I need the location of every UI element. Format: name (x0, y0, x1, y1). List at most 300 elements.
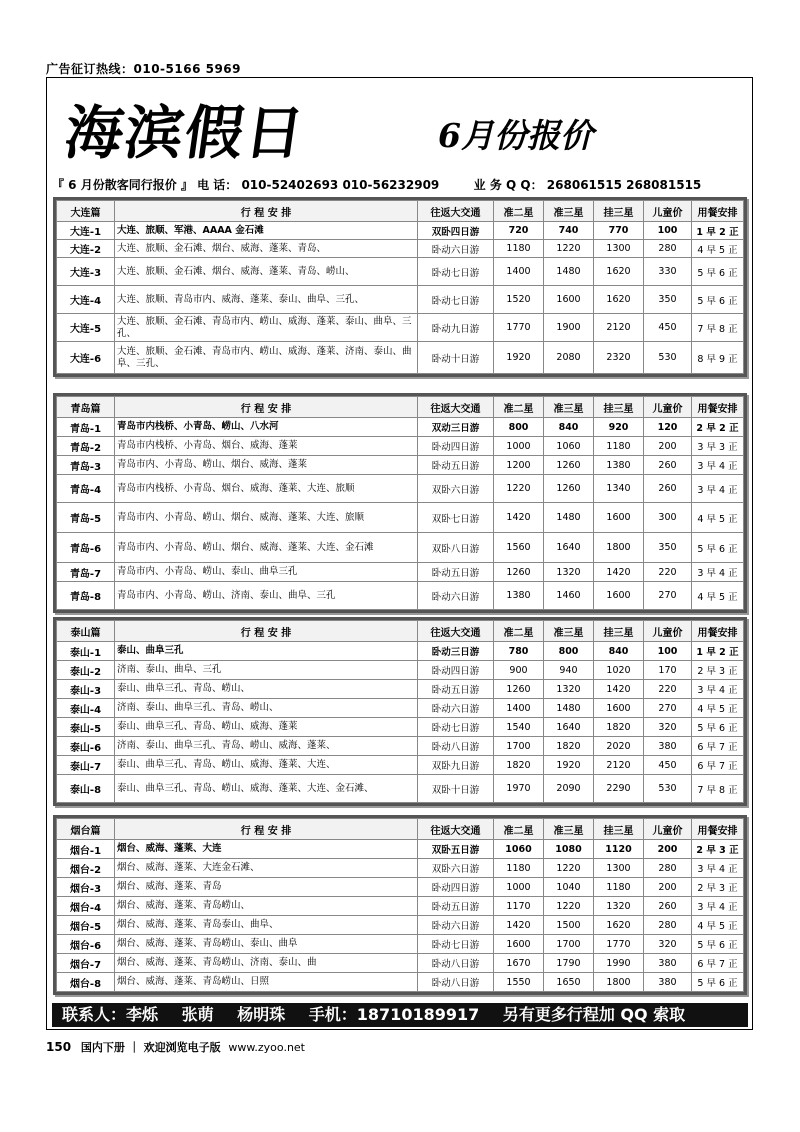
price-quasi-2-star: 1970 (494, 775, 544, 803)
price-quasi-3-star: 1480 (544, 258, 594, 286)
price-quasi-2-star: 900 (494, 661, 544, 680)
price-quasi-2-star: 1420 (494, 503, 544, 533)
meal-plan: 1 早 2 正 (692, 642, 744, 661)
column-meals: 用餐安排 (692, 819, 744, 840)
child-price: 380 (644, 737, 692, 756)
itinerary: 大连、旅顺、青岛市内、威海、蓬莱、泰山、曲阜、三孔、 (115, 286, 418, 314)
meal-plan: 4 早 5 正 (692, 503, 744, 533)
route-code: 烟台-5 (57, 916, 115, 935)
price-quasi-2-star: 1670 (494, 954, 544, 973)
transport: 卧动四日游 (418, 437, 494, 456)
itinerary: 泰山、曲阜三孔、青岛、崂山、威海、蓬莱 (115, 718, 418, 737)
child-price: 380 (644, 973, 692, 992)
table-row (57, 582, 744, 610)
itinerary: 青岛市内、小青岛、崂山、烟台、威海、蓬莱、大连、金石滩 (115, 533, 418, 563)
price-rated-3-star: 2120 (594, 314, 644, 342)
column-itinerary: 行 程 安 排 (115, 201, 418, 222)
column-rated-3-star: 挂三星 (594, 621, 644, 642)
transport: 卧动七日游 (418, 718, 494, 737)
route-code: 青岛-2 (57, 437, 115, 456)
column-child-price: 儿童价 (644, 621, 692, 642)
table-row (57, 859, 744, 878)
price-quasi-3-star: 1460 (544, 582, 594, 610)
route-code: 大连-4 (57, 286, 115, 314)
meal-plan: 5 早 6 正 (692, 286, 744, 314)
price-rated-3-star: 2020 (594, 737, 644, 756)
price-rated-3-star: 1300 (594, 859, 644, 878)
meal-plan: 7 早 8 正 (692, 314, 744, 342)
itinerary: 烟台、威海、蓬莱、青岛泰山、曲阜、 (115, 916, 418, 935)
price-table (56, 200, 744, 374)
price-quasi-3-star: 1320 (544, 680, 594, 699)
transport: 卧动四日游 (418, 661, 494, 680)
price-quasi-3-star: 1900 (544, 314, 594, 342)
route-code: 烟台-8 (57, 973, 115, 992)
price-rated-3-star: 1620 (594, 286, 644, 314)
section-name: 烟台篇 (57, 819, 115, 840)
transport: 卧动九日游 (418, 314, 494, 342)
route-code: 泰山-6 (57, 737, 115, 756)
column-meals: 用餐安排 (692, 621, 744, 642)
column-rated-3-star: 挂三星 (594, 397, 644, 418)
itinerary: 大连、旅顺、金石滩、青岛市内、崂山、威海、蓬莱、济南、泰山、曲阜、三孔、 (115, 342, 418, 374)
route-code: 青岛-7 (57, 563, 115, 582)
price-rated-3-star: 1620 (594, 916, 644, 935)
price-quasi-3-star: 1260 (544, 475, 594, 503)
transport: 卧动六日游 (418, 582, 494, 610)
child-price: 280 (644, 859, 692, 878)
itinerary: 济南、泰山、曲阜三孔、青岛、崂山、 (115, 699, 418, 718)
child-price: 320 (644, 718, 692, 737)
price-quasi-3-star: 2080 (544, 342, 594, 374)
price-quasi-3-star: 1060 (544, 437, 594, 456)
transport: 双卧五日游 (418, 840, 494, 859)
table-row (57, 437, 744, 456)
child-price: 220 (644, 563, 692, 582)
price-rated-3-star: 1420 (594, 680, 644, 699)
route-code: 烟台-4 (57, 897, 115, 916)
mobile-number: 手机：18710189917 (308, 1005, 480, 1024)
tour-section-1 (53, 197, 747, 377)
route-code: 泰山-3 (57, 680, 115, 699)
meal-plan: 4 早 5 正 (692, 916, 744, 935)
route-code: 泰山-8 (57, 775, 115, 803)
price-rated-3-star: 1600 (594, 503, 644, 533)
price-quasi-2-star: 1400 (494, 258, 544, 286)
section-name: 青岛篇 (57, 397, 115, 418)
meal-plan: 5 早 6 正 (692, 718, 744, 737)
price-quasi-2-star: 1420 (494, 916, 544, 935)
meal-plan: 3 早 4 正 (692, 897, 744, 916)
column-itinerary: 行 程 安 排 (115, 397, 418, 418)
price-rated-3-star: 1800 (594, 973, 644, 992)
contact-person-2: 张萌 (181, 1005, 214, 1024)
price-rated-3-star: 1180 (594, 437, 644, 456)
column-rated-3-star: 挂三星 (594, 201, 644, 222)
child-price: 280 (644, 240, 692, 258)
price-quasi-3-star: 840 (544, 418, 594, 437)
table-row (57, 563, 744, 582)
child-price: 450 (644, 314, 692, 342)
route-code: 泰山-4 (57, 699, 115, 718)
itinerary: 青岛市内、小青岛、崂山、济南、泰山、曲阜、三孔 (115, 582, 418, 610)
price-quasi-3-star: 2090 (544, 775, 594, 803)
price-quasi-3-star: 1480 (544, 503, 594, 533)
table-row (57, 222, 744, 240)
footer-url[interactable]: www.zyoo.net (228, 1041, 305, 1054)
table-row (57, 286, 744, 314)
price-quasi-2-star: 1920 (494, 342, 544, 374)
route-code: 青岛-3 (57, 456, 115, 475)
price-quasi-3-star: 1220 (544, 897, 594, 916)
price-quasi-2-star: 1550 (494, 973, 544, 992)
transport: 卧动八日游 (418, 954, 494, 973)
meal-plan: 2 早 3 正 (692, 661, 744, 680)
price-quasi-3-star: 940 (544, 661, 594, 680)
itinerary: 济南、泰山、曲阜、三孔 (115, 661, 418, 680)
column-quasi-2-star: 准二星 (494, 397, 544, 418)
price-quasi-2-star: 780 (494, 642, 544, 661)
transport: 卧动五日游 (418, 680, 494, 699)
price-quasi-2-star: 1220 (494, 475, 544, 503)
child-price: 200 (644, 437, 692, 456)
meal-plan: 3 早 4 正 (692, 475, 744, 503)
table-row (57, 699, 744, 718)
meal-plan: 2 早 2 正 (692, 418, 744, 437)
table-row (57, 840, 744, 859)
itinerary: 青岛市内栈桥、小青岛、烟台、威海、蓬莱、大连、旅顺 (115, 475, 418, 503)
price-rated-3-star: 770 (594, 222, 644, 240)
table-row (57, 503, 744, 533)
price-rated-3-star: 2290 (594, 775, 644, 803)
itinerary: 泰山、曲阜三孔 (115, 642, 418, 661)
itinerary: 泰山、曲阜三孔、青岛、崂山、 (115, 680, 418, 699)
child-price: 270 (644, 699, 692, 718)
transport: 卧动五日游 (418, 456, 494, 475)
price-quasi-3-star: 1650 (544, 973, 594, 992)
route-code: 泰山-2 (57, 661, 115, 680)
column-transport: 往返大交通 (418, 201, 494, 222)
price-quasi-3-star: 1600 (544, 286, 594, 314)
itinerary: 青岛市内栈桥、小青岛、烟台、威海、蓬莱 (115, 437, 418, 456)
table-row (57, 661, 744, 680)
route-code: 青岛-5 (57, 503, 115, 533)
transport: 双卧八日游 (418, 533, 494, 563)
column-quasi-3-star: 准三星 (544, 201, 594, 222)
table-row (57, 418, 744, 437)
price-quasi-3-star: 1920 (544, 756, 594, 775)
transport: 双卧十日游 (418, 775, 494, 803)
column-child-price: 儿童价 (644, 397, 692, 418)
child-price: 100 (644, 642, 692, 661)
itinerary: 青岛市内栈桥、小青岛、崂山、八水河 (115, 418, 418, 437)
price-quasi-2-star: 1520 (494, 286, 544, 314)
price-quasi-2-star: 1400 (494, 699, 544, 718)
column-meals: 用餐安排 (692, 397, 744, 418)
price-table (56, 396, 744, 610)
price-quasi-3-star: 1220 (544, 240, 594, 258)
meal-plan: 3 早 3 正 (692, 437, 744, 456)
meal-plan: 1 早 2 正 (692, 222, 744, 240)
price-quasi-2-star: 1200 (494, 456, 544, 475)
price-quasi-2-star: 1820 (494, 756, 544, 775)
price-quasi-3-star: 1700 (544, 935, 594, 954)
table-row (57, 973, 744, 992)
transport: 双动三日游 (418, 418, 494, 437)
page-footer (46, 1039, 305, 1055)
transport: 双卧四日游 (418, 222, 494, 240)
price-quasi-3-star: 740 (544, 222, 594, 240)
meal-plan: 5 早 6 正 (692, 973, 744, 992)
table-row (57, 642, 744, 661)
contact-bar-label: 『 6 月份散客同行报价 』 (52, 178, 193, 192)
price-quasi-3-star: 1500 (544, 916, 594, 935)
table-header-row (57, 819, 744, 840)
phone-numbers: 010-52402693 010-56232909 (241, 178, 440, 192)
child-price: 530 (644, 775, 692, 803)
transport: 卧动七日游 (418, 258, 494, 286)
price-rated-3-star: 1800 (594, 533, 644, 563)
column-transport: 往返大交通 (418, 621, 494, 642)
route-code: 泰山-7 (57, 756, 115, 775)
column-quasi-2-star: 准二星 (494, 819, 544, 840)
child-price: 350 (644, 286, 692, 314)
table-row (57, 475, 744, 503)
child-price: 380 (644, 954, 692, 973)
section-name: 大连篇 (57, 201, 115, 222)
transport: 卧动八日游 (418, 737, 494, 756)
price-table (56, 818, 744, 992)
transport: 卧动四日游 (418, 878, 494, 897)
child-price: 200 (644, 840, 692, 859)
price-quasi-2-star: 1060 (494, 840, 544, 859)
column-transport: 往返大交通 (418, 397, 494, 418)
itinerary: 烟台、威海、蓬莱、青岛 (115, 878, 418, 897)
price-quasi-3-star: 1790 (544, 954, 594, 973)
price-quasi-3-star: 1220 (544, 859, 594, 878)
route-code: 烟台-7 (57, 954, 115, 973)
table-row (57, 258, 744, 286)
column-child-price: 儿童价 (644, 201, 692, 222)
price-quasi-2-star: 1600 (494, 935, 544, 954)
meal-plan: 6 早 7 正 (692, 954, 744, 973)
itinerary: 大连、旅顺、金石滩、青岛市内、崂山、威海、蓬莱、泰山、曲阜、三孔、 (115, 314, 418, 342)
meal-plan: 3 早 4 正 (692, 456, 744, 475)
contact-bar (52, 176, 701, 193)
meal-plan: 2 早 3 正 (692, 840, 744, 859)
itinerary: 烟台、威海、蓬莱、青岛崂山、 (115, 897, 418, 916)
price-quasi-2-star: 800 (494, 418, 544, 437)
price-quasi-2-star: 1000 (494, 878, 544, 897)
transport: 双卧六日游 (418, 859, 494, 878)
price-rated-3-star: 1340 (594, 475, 644, 503)
price-table (56, 620, 744, 803)
meal-plan: 4 早 5 正 (692, 240, 744, 258)
transport: 卧动七日游 (418, 935, 494, 954)
price-quasi-2-star: 720 (494, 222, 544, 240)
table-row (57, 342, 744, 374)
column-quasi-2-star: 准二星 (494, 201, 544, 222)
child-price: 200 (644, 878, 692, 897)
page-subtitle: 6月份报价 (438, 116, 593, 155)
contact-footer-banner (52, 1003, 748, 1027)
meal-plan: 6 早 7 正 (692, 737, 744, 756)
column-itinerary: 行 程 安 排 (115, 819, 418, 840)
price-quasi-3-star: 1260 (544, 456, 594, 475)
table-header-row (57, 201, 744, 222)
transport: 卧动六日游 (418, 699, 494, 718)
child-price: 220 (644, 680, 692, 699)
itinerary: 烟台、威海、蓬莱、青岛崂山、泰山、曲阜 (115, 935, 418, 954)
column-meals: 用餐安排 (692, 201, 744, 222)
child-price: 120 (644, 418, 692, 437)
child-price: 260 (644, 475, 692, 503)
transport: 卧动八日游 (418, 973, 494, 992)
section-name: 泰山篇 (57, 621, 115, 642)
child-price: 270 (644, 582, 692, 610)
table-header-row (57, 397, 744, 418)
itinerary: 济南、泰山、曲阜三孔、青岛、崂山、威海、蓬莱、 (115, 737, 418, 756)
route-code: 青岛-1 (57, 418, 115, 437)
meal-plan: 3 早 4 正 (692, 680, 744, 699)
meal-plan: 6 早 7 正 (692, 756, 744, 775)
itinerary: 青岛市内、小青岛、崂山、烟台、威海、蓬莱 (115, 456, 418, 475)
transport: 卧动六日游 (418, 240, 494, 258)
transport: 卧动六日游 (418, 916, 494, 935)
price-quasi-3-star: 1320 (544, 563, 594, 582)
price-rated-3-star: 2120 (594, 756, 644, 775)
price-quasi-2-star: 1000 (494, 437, 544, 456)
price-rated-3-star: 1420 (594, 563, 644, 582)
price-rated-3-star: 1320 (594, 897, 644, 916)
table-row (57, 240, 744, 258)
transport: 卧动十日游 (418, 342, 494, 374)
itinerary: 大连、旅顺、军港、AAAA 金石滩 (115, 222, 418, 240)
page-number: 150 (46, 1040, 72, 1054)
child-price: 350 (644, 533, 692, 563)
column-transport: 往返大交通 (418, 819, 494, 840)
route-code: 青岛-4 (57, 475, 115, 503)
price-quasi-2-star: 1260 (494, 563, 544, 582)
price-rated-3-star: 1990 (594, 954, 644, 973)
transport: 双卧七日游 (418, 503, 494, 533)
table-row (57, 314, 744, 342)
table-row (57, 954, 744, 973)
route-code: 大连-5 (57, 314, 115, 342)
route-code: 烟台-2 (57, 859, 115, 878)
price-quasi-3-star: 1080 (544, 840, 594, 859)
child-price: 280 (644, 916, 692, 935)
meal-plan: 5 早 6 正 (692, 258, 744, 286)
phone-label: 电 话： (197, 178, 238, 192)
price-quasi-2-star: 1380 (494, 582, 544, 610)
route-code: 烟台-3 (57, 878, 115, 897)
itinerary: 大连、旅顺、金石滩、烟台、威海、蓬莱、青岛、崂山、 (115, 258, 418, 286)
child-price: 260 (644, 897, 692, 916)
price-rated-3-star: 1600 (594, 699, 644, 718)
meal-plan: 2 早 3 正 (692, 878, 744, 897)
route-code: 大连-3 (57, 258, 115, 286)
itinerary: 青岛市内、小青岛、崂山、泰山、曲阜三孔 (115, 563, 418, 582)
qq-numbers: 268061515 268081515 (546, 178, 702, 192)
column-quasi-3-star: 准三星 (544, 397, 594, 418)
price-quasi-3-star: 1040 (544, 878, 594, 897)
transport: 卧动五日游 (418, 897, 494, 916)
route-code: 青岛-6 (57, 533, 115, 563)
child-price: 320 (644, 935, 692, 954)
meal-plan: 4 早 5 正 (692, 582, 744, 610)
itinerary: 泰山、曲阜三孔、青岛、崂山、威海、蓬莱、大连、金石滩、 (115, 775, 418, 803)
table-header-row (57, 621, 744, 642)
itinerary: 烟台、威海、蓬莱、青岛崂山、日照 (115, 973, 418, 992)
price-quasi-2-star: 1700 (494, 737, 544, 756)
price-quasi-3-star: 1820 (544, 737, 594, 756)
itinerary: 烟台、威海、蓬莱、大连金石滩、 (115, 859, 418, 878)
child-price: 300 (644, 503, 692, 533)
meal-plan: 4 早 5 正 (692, 699, 744, 718)
itinerary: 青岛市内、小青岛、崂山、烟台、威海、蓬莱、大连、旅顺 (115, 503, 418, 533)
route-code: 大连-6 (57, 342, 115, 374)
price-quasi-3-star: 800 (544, 642, 594, 661)
tour-section-3 (53, 617, 747, 806)
meal-plan: 7 早 8 正 (692, 775, 744, 803)
price-rated-3-star: 1120 (594, 840, 644, 859)
price-rated-3-star: 1820 (594, 718, 644, 737)
price-rated-3-star: 1380 (594, 456, 644, 475)
transport: 双卧九日游 (418, 756, 494, 775)
column-quasi-2-star: 准二星 (494, 621, 544, 642)
column-itinerary: 行 程 安 排 (115, 621, 418, 642)
child-price: 260 (644, 456, 692, 475)
price-quasi-3-star: 1480 (544, 699, 594, 718)
meal-plan: 5 早 6 正 (692, 533, 744, 563)
child-price: 100 (644, 222, 692, 240)
column-quasi-3-star: 准三星 (544, 819, 594, 840)
child-price: 170 (644, 661, 692, 680)
table-row (57, 456, 744, 475)
route-code: 烟台-1 (57, 840, 115, 859)
table-row (57, 916, 744, 935)
transport: 卧动五日游 (418, 563, 494, 582)
price-quasi-2-star: 1180 (494, 859, 544, 878)
price-rated-3-star: 1770 (594, 935, 644, 954)
page-title: 海滨假日 (60, 99, 311, 167)
transport: 双卧六日游 (418, 475, 494, 503)
price-quasi-2-star: 1770 (494, 314, 544, 342)
route-code: 烟台-6 (57, 935, 115, 954)
table-row (57, 533, 744, 563)
tour-section-4 (53, 815, 747, 995)
route-code: 泰山-5 (57, 718, 115, 737)
price-quasi-2-star: 1180 (494, 240, 544, 258)
column-rated-3-star: 挂三星 (594, 819, 644, 840)
itinerary: 烟台、威海、蓬莱、青岛崂山、济南、泰山、曲 (115, 954, 418, 973)
itinerary: 大连、旅顺、金石滩、烟台、威海、蓬莱、青岛、 (115, 240, 418, 258)
itinerary: 烟台、威海、蓬莱、大连 (115, 840, 418, 859)
table-row (57, 878, 744, 897)
contact-person-3: 杨明珠 (237, 1005, 286, 1024)
price-quasi-2-star: 1260 (494, 680, 544, 699)
column-child-price: 儿童价 (644, 819, 692, 840)
meal-plan: 3 早 4 正 (692, 563, 744, 582)
child-price: 530 (644, 342, 692, 374)
itinerary: 泰山、曲阜三孔、青岛、崂山、威海、蓬莱、大连、 (115, 756, 418, 775)
route-code: 泰山-1 (57, 642, 115, 661)
table-row (57, 775, 744, 803)
more-info: 另有更多行程加 QQ 索取 (502, 1005, 686, 1024)
price-quasi-2-star: 1170 (494, 897, 544, 916)
table-row (57, 756, 744, 775)
